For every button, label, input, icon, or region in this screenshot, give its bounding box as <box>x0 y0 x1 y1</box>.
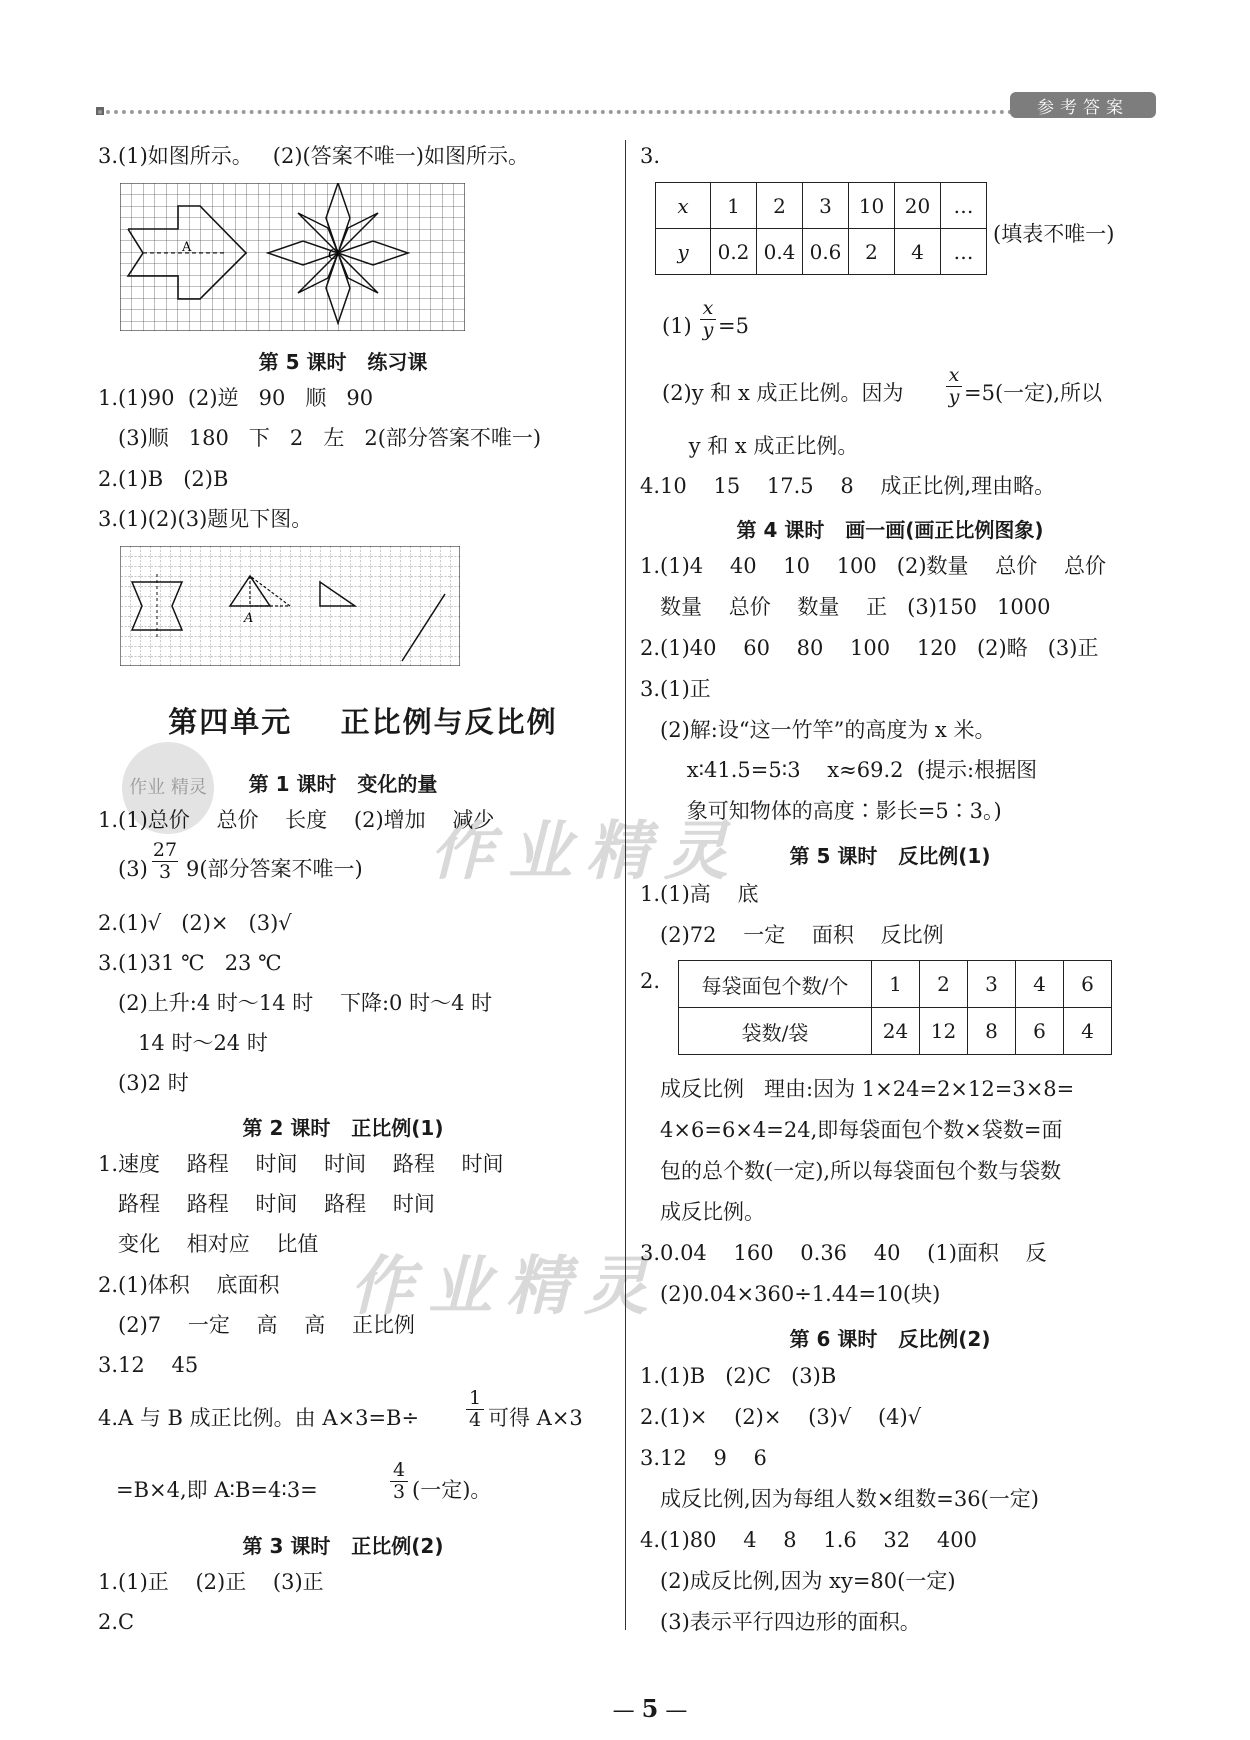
fraction-denominator: 3 <box>158 861 172 883</box>
table-cell: 4 <box>1016 961 1064 1008</box>
answer-line: x∶41.5=5∶3 x≈69.2 (提示:根据图 <box>640 758 1038 782</box>
answer-line: 2.(1)√ (2)× (3)√ <box>98 911 292 935</box>
fraction <box>946 365 962 408</box>
lesson-title: 第 4 课时 画一画(画正比例图象) <box>736 518 1044 542</box>
table-cell: 12 <box>920 1008 968 1055</box>
fraction-denominator: y <box>948 386 960 408</box>
answer-line: 4×6=6×4=24,即每袋面包个数×袋数=面 <box>640 1118 1063 1142</box>
table-row <box>679 961 1112 1008</box>
answer-line: 9(部分答案不唯一) <box>186 857 363 881</box>
answer-line: 2.(1)× (2)× (3)√ (4)√ <box>640 1405 922 1429</box>
answer-line: (3) <box>98 857 148 881</box>
answer-line: 3.(1)31 ℃ 23 ℃ <box>98 951 282 975</box>
answer-line: (2)解:设“这一竹竿”的高度为 x 米。 <box>640 718 996 742</box>
table-cell: 3 <box>968 961 1016 1008</box>
answer-line: 14 时～24 时 <box>98 1031 268 1055</box>
bread-table <box>678 960 1112 1055</box>
answer-line: 数量 总价 数量 正 (3)150 1000 <box>640 595 1051 619</box>
fraction-numerator: 4 <box>392 1459 406 1481</box>
point-label-o: O <box>328 247 340 263</box>
lesson-title: 第 5 课时 练习课 <box>258 350 428 374</box>
answer-line: (2)上升:4 时～14 时 下降:0 时～4 时 <box>98 991 493 1015</box>
grid-figure-transform <box>120 546 460 666</box>
header-dotted-rule <box>98 110 1013 114</box>
answer-line: 1.(1)4 40 10 100 (2)数量 总价 总价 <box>640 554 1106 578</box>
answer-line: 3.(1)正 <box>640 677 711 701</box>
answer-line: 1.(1)B (2)C (3)B <box>640 1364 837 1388</box>
table-cell: 袋数/袋 <box>679 1008 872 1055</box>
table-cell: 4 <box>1064 1008 1112 1055</box>
question-line: 3.(1)如图所示。 (2)(答案不唯一)如图所示。 <box>98 144 529 168</box>
answer-line: 1.(1)高 底 <box>640 882 759 906</box>
fraction <box>700 298 716 341</box>
column-divider <box>625 140 626 1630</box>
table-cell: 1 <box>872 961 920 1008</box>
fraction-numerator: 27 <box>152 839 178 861</box>
table-row <box>656 229 987 275</box>
fraction-denominator: 3 <box>392 1481 406 1503</box>
question-label: 3. <box>640 144 661 168</box>
answer-line: (2)成反比例,因为 xy=80(一定) <box>640 1569 956 1593</box>
table-cell: x <box>656 183 711 229</box>
answer-line: (2)72 一定 面积 反比例 <box>640 923 944 947</box>
answer-line: 成反比例 理由:因为 1×24=2×12=3×8= <box>640 1077 1075 1101</box>
page-number-footer: — 5 — <box>612 1694 688 1723</box>
fraction-numerator: x <box>702 297 714 319</box>
answer-line: (1) <box>662 314 692 338</box>
header-badge: 参考答案 <box>1010 92 1156 118</box>
answer-line: (2)0.04×360÷1.44=10(块) <box>640 1282 941 1306</box>
answer-line: 1.(1)总价 总价 长度 (2)增加 减少 <box>98 808 495 832</box>
table-cell: 0.2 <box>711 229 757 275</box>
unit-title: 第四单元 正比例与反比例 <box>168 705 558 739</box>
watermark-stamp: 作业 精灵 <box>122 742 214 834</box>
table-cell: 0.4 <box>757 229 803 275</box>
answer-line: 4.10 15 17.5 8 成正比例,理由略。 <box>640 474 1056 498</box>
answer-line: y 和 x 成正比例。 <box>662 434 859 458</box>
table-row <box>679 1008 1112 1055</box>
fraction <box>466 1388 484 1431</box>
answer-line: (3)表示平行四边形的面积。 <box>640 1610 921 1634</box>
answer-line: 2.(1)40 60 80 100 120 (2)略 (3)正 <box>640 636 1099 660</box>
lesson-title: 第 2 课时 正比例(1) <box>242 1116 444 1140</box>
answer-line: (一定)。 <box>412 1478 492 1502</box>
table-cell: 0.6 <box>803 229 849 275</box>
table-cell: 每袋面包个数/个 <box>679 961 872 1008</box>
lesson-title: 第 6 课时 反比例(2) <box>789 1327 991 1351</box>
answer-line: 路程 路程 时间 路程 时间 <box>98 1192 435 1216</box>
answer-line: 变化 相对应 比值 <box>98 1232 319 1256</box>
answer-line: 成反比例。 <box>640 1200 766 1224</box>
answer-line: =B×4,即 A∶B=4∶3= <box>116 1478 318 1502</box>
table-cell: … <box>941 229 987 275</box>
question-label: 2. <box>640 969 661 993</box>
table-cell: y <box>656 229 711 275</box>
watermark: 作业精灵 <box>350 1250 662 1324</box>
fraction-denominator: y <box>702 319 714 341</box>
answer-line: 1.(1)90 (2)逆 90 顺 90 <box>98 386 374 410</box>
answer-line: =5 <box>718 314 749 338</box>
table-cell: 10 <box>849 183 895 229</box>
lesson-title: 第 1 课时 变化的量 <box>248 772 438 796</box>
lesson-title: 第 5 课时 反比例(1) <box>789 844 991 868</box>
answer-line: 成反比例,因为每组人数×组数=36(一定) <box>640 1487 1039 1511</box>
point-label-a: A <box>182 240 192 255</box>
lesson-title: 第 3 课时 正比例(2) <box>242 1534 444 1558</box>
answer-line: 2.(1)B (2)B <box>98 467 229 491</box>
answer-line: (3)顺 180 下 2 左 2(部分答案不唯一) <box>98 426 542 450</box>
table-cell: 6 <box>1016 1008 1064 1055</box>
answer-line: (2)y 和 x 成正比例。因为 <box>662 381 904 405</box>
xy-table <box>655 182 987 275</box>
answer-line: 3.(1)(2)(3)题见下图。 <box>98 507 313 531</box>
fraction <box>390 1460 408 1503</box>
answer-line: 可得 A×3 <box>488 1406 583 1430</box>
table-cell: 8 <box>968 1008 1016 1055</box>
table-cell: 4 <box>895 229 941 275</box>
point-label-a: A <box>244 611 254 626</box>
fraction-denominator: 4 <box>468 1409 482 1431</box>
answer-line: 2.(1)体积 底面积 <box>98 1273 280 1297</box>
table-cell: 3 <box>803 183 849 229</box>
table-row <box>656 183 987 229</box>
table-cell: 2 <box>849 229 895 275</box>
table-cell: 20 <box>895 183 941 229</box>
table-cell: 2 <box>757 183 803 229</box>
answer-line: 3.12 45 <box>98 1353 199 1377</box>
grid-background <box>120 183 465 331</box>
answer-line: (2)7 一定 高 高 正比例 <box>98 1313 415 1337</box>
grid-figure-rotation <box>120 183 465 331</box>
answer-line: =5(一定),所以 <box>964 381 1103 405</box>
answer-line: 3.0.04 160 0.36 40 (1)面积 反 <box>640 1241 1047 1265</box>
answer-line: 2.C <box>98 1610 135 1634</box>
page-number: 5 <box>641 1694 659 1723</box>
answer-line: 3.12 9 6 <box>640 1446 767 1470</box>
answer-line: (3)2 时 <box>98 1071 189 1095</box>
fraction-numerator: x <box>948 364 960 386</box>
answer-line: 象可知物体的高度∶影长=5∶3。) <box>640 799 1002 823</box>
table-cell: 2 <box>920 961 968 1008</box>
table-note: (填表不唯一) <box>993 222 1115 246</box>
fraction <box>152 840 178 883</box>
table-cell: … <box>941 183 987 229</box>
fraction-numerator: 1 <box>468 1387 482 1409</box>
answer-line: 1.(1)正 (2)正 (3)正 <box>98 1570 324 1594</box>
answer-line: 4.(1)80 4 8 1.6 32 400 <box>640 1528 977 1552</box>
table-cell: 1 <box>711 183 757 229</box>
watermark: 作业精灵 <box>430 815 742 889</box>
table-cell: 6 <box>1064 961 1112 1008</box>
table-cell: 24 <box>872 1008 920 1055</box>
answer-line: 包的总个数(一定),所以每袋面包个数与袋数 <box>640 1159 1062 1183</box>
answer-line: 1.速度 路程 时间 时间 路程 时间 <box>98 1152 504 1176</box>
answer-line: 4.A 与 B 成正比例。由 A×3=B÷ <box>98 1406 420 1430</box>
